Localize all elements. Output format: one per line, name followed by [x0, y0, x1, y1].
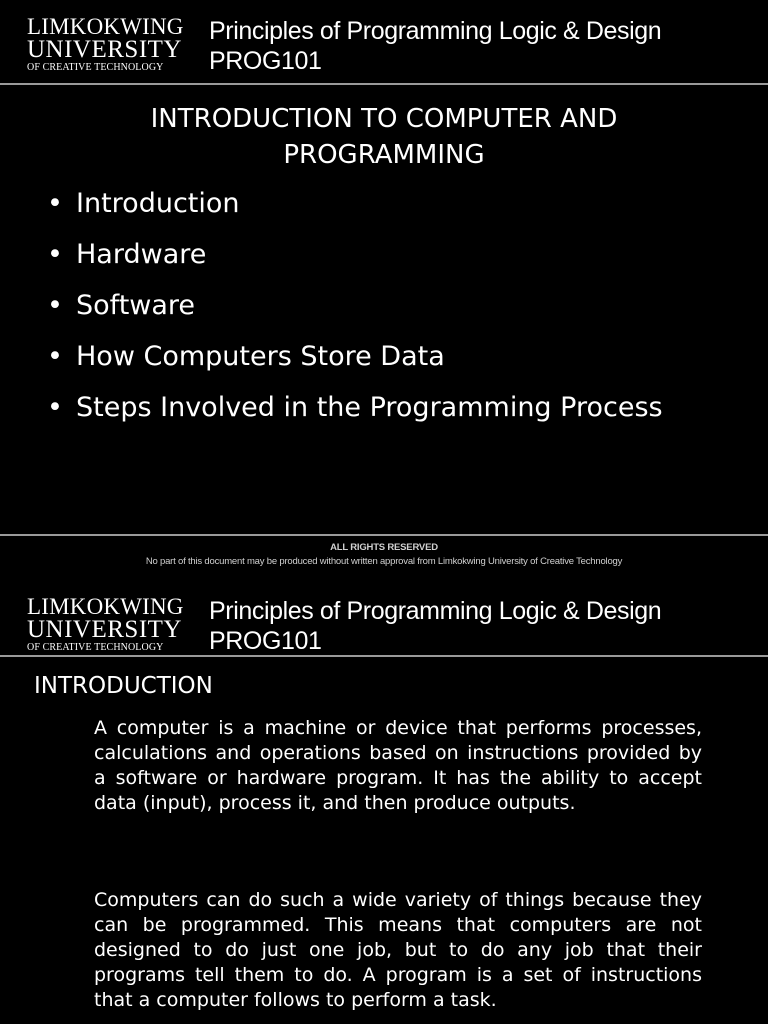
copyright-line-2: No part of this document may be produced without written approval from Limkokwing University of Creative Technology [145, 556, 623, 567]
slide-header [0, 580, 768, 664]
list-item [44, 288, 724, 324]
logo-line-1: LIMKOKWING [27, 14, 184, 39]
course-code: PROG101 [209, 47, 322, 75]
paragraph: Computers can do such a wide variety of things because they can be programmed. This means that computers are not designed to do just one job, but to do any job that their programs tell them to do. A program is a set of instructions that a computer follows to perform a task. [94, 889, 702, 1011]
header-divider [0, 655, 768, 657]
logo-line-3: OF CREATIVE TECHNOLOGY [27, 642, 164, 653]
list-item [44, 390, 724, 426]
course-heading [209, 596, 661, 656]
university-logo [27, 16, 187, 74]
header-divider [0, 83, 768, 85]
course-heading [209, 16, 661, 76]
course-title: Principles of Programming Logic & Design [209, 17, 662, 45]
list-item-text: Steps Involved in the Programming Process [76, 392, 663, 423]
list-item-text: Hardware [76, 239, 207, 270]
course-code: PROG101 [209, 627, 322, 655]
logo-line-1: LIMKOKWING [27, 594, 184, 619]
course-title: Principles of Programming Logic & Design [209, 597, 662, 625]
topic-list [44, 186, 724, 441]
list-item-text: How Computers Store Data [76, 341, 445, 372]
logo-line-3: OF CREATIVE TECHNOLOGY [27, 62, 164, 73]
paragraph: A computer is a machine or device that performs processes, calculations and operations based on instructions provided by a software or hardware program. It has the ability to accept data (input), process it, and then produce outputs. [94, 717, 702, 814]
bullet-icon: • [47, 392, 63, 423]
slide-title: INTRODUCTION TO COMPUTER AND PROGRAMMING [150, 104, 618, 170]
slide-header [0, 0, 768, 84]
list-item [44, 186, 724, 222]
copyright-line-1: ALL RIGHTS RESERVED [330, 542, 438, 553]
list-item [44, 237, 724, 273]
logo-line-2: UNIVERSITY [27, 36, 182, 63]
university-logo [27, 596, 187, 654]
footer-divider [0, 534, 768, 536]
bullet-icon: • [47, 188, 63, 219]
list-item-text: Introduction [76, 188, 240, 219]
copyright-notice [0, 541, 768, 569]
list-item [44, 339, 724, 375]
logo-line-2: UNIVERSITY [27, 616, 182, 643]
bullet-icon: • [47, 239, 63, 270]
list-item-text: Software [76, 290, 196, 321]
section-title: INTRODUCTION [34, 673, 213, 699]
bullet-icon: • [47, 290, 63, 321]
bullet-icon: • [47, 341, 63, 372]
